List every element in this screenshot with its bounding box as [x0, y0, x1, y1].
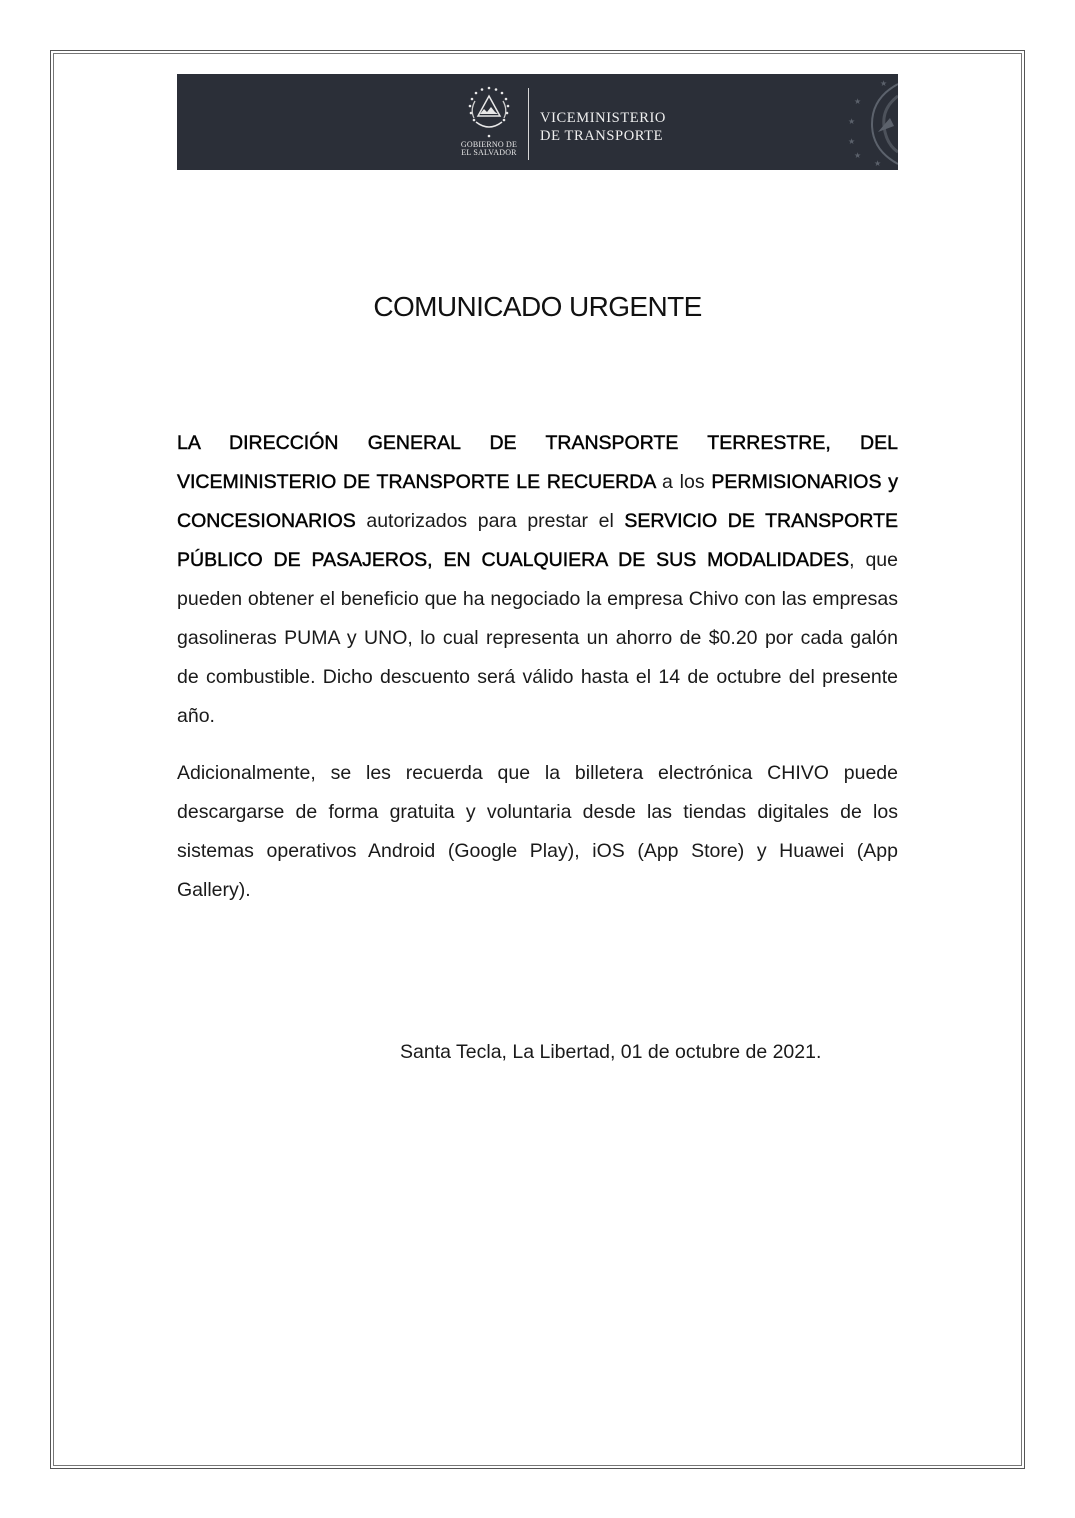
bold-segment-1: LA DIRECCIÓN GENERAL DE TRANSPORTE TERRESTRE, DEL VICEMINISTERIO DE TRANSPORTE LE RECUERDA: [177, 432, 898, 493]
document-title: COMUNICADO URGENTE: [373, 291, 702, 322]
text-segment-1: a los: [655, 471, 712, 493]
main-paragraph: [177, 424, 898, 736]
svg-text:★: ★: [880, 79, 888, 88]
svg-text:★: ★: [848, 137, 856, 146]
bold-segment-3: SERVICIO DE TRANSPORTE PÚBLICO DE PASAJEROS, EN CUALQUIERA DE SUS MODALIDADES: [177, 510, 898, 571]
government-name: [448, 141, 530, 157]
place-and-date: Santa Tecla, La Libertad, 01 de octubre de 2021.: [400, 1041, 822, 1063]
second-paragraph: Adicionalmente, se les recuerda que la billetera electrónica CHIVO puede descargarse de forma gratuita y voluntaria desde las tiendas digitales de los sistemas operativos Android (Google Play), iOS (App Store) y Huawei (App Gallery).: [177, 762, 898, 901]
header-divider: [528, 88, 529, 160]
gov-line-2: EL SALVADOR: [461, 148, 517, 157]
text-segment-3: , que pueden obtener el beneficio que ha negociado la empresa Chivo con las empresas gasolineras PUMA y UNO, lo cual representa un ahorro de $0.20 por cada galón de combustible. Dicho descuento será válido hasta el 14 de octubre del presente año.: [177, 549, 898, 727]
decorative-stars-emblem-icon: [838, 74, 898, 170]
text-segment-2: autorizados para prestar el: [355, 510, 625, 532]
el-salvador-coat-of-arms-icon: [458, 84, 520, 140]
svg-text:★: ★: [848, 117, 856, 126]
svg-text:★: ★: [854, 151, 862, 160]
agency-name: [540, 109, 666, 145]
bold-segment-2: PERMISIONARIOS y CONCESIONARIOS: [177, 471, 898, 532]
svg-text:★: ★: [874, 159, 882, 168]
gov-line-1: GOBIERNO DE: [460, 140, 518, 149]
svg-text:★: ★: [854, 97, 862, 106]
agency-line-2: DE TRANSPORTE: [540, 128, 664, 144]
agency-line-1: VICEMINISTERIO: [540, 110, 666, 126]
header-banner: [177, 74, 898, 170]
